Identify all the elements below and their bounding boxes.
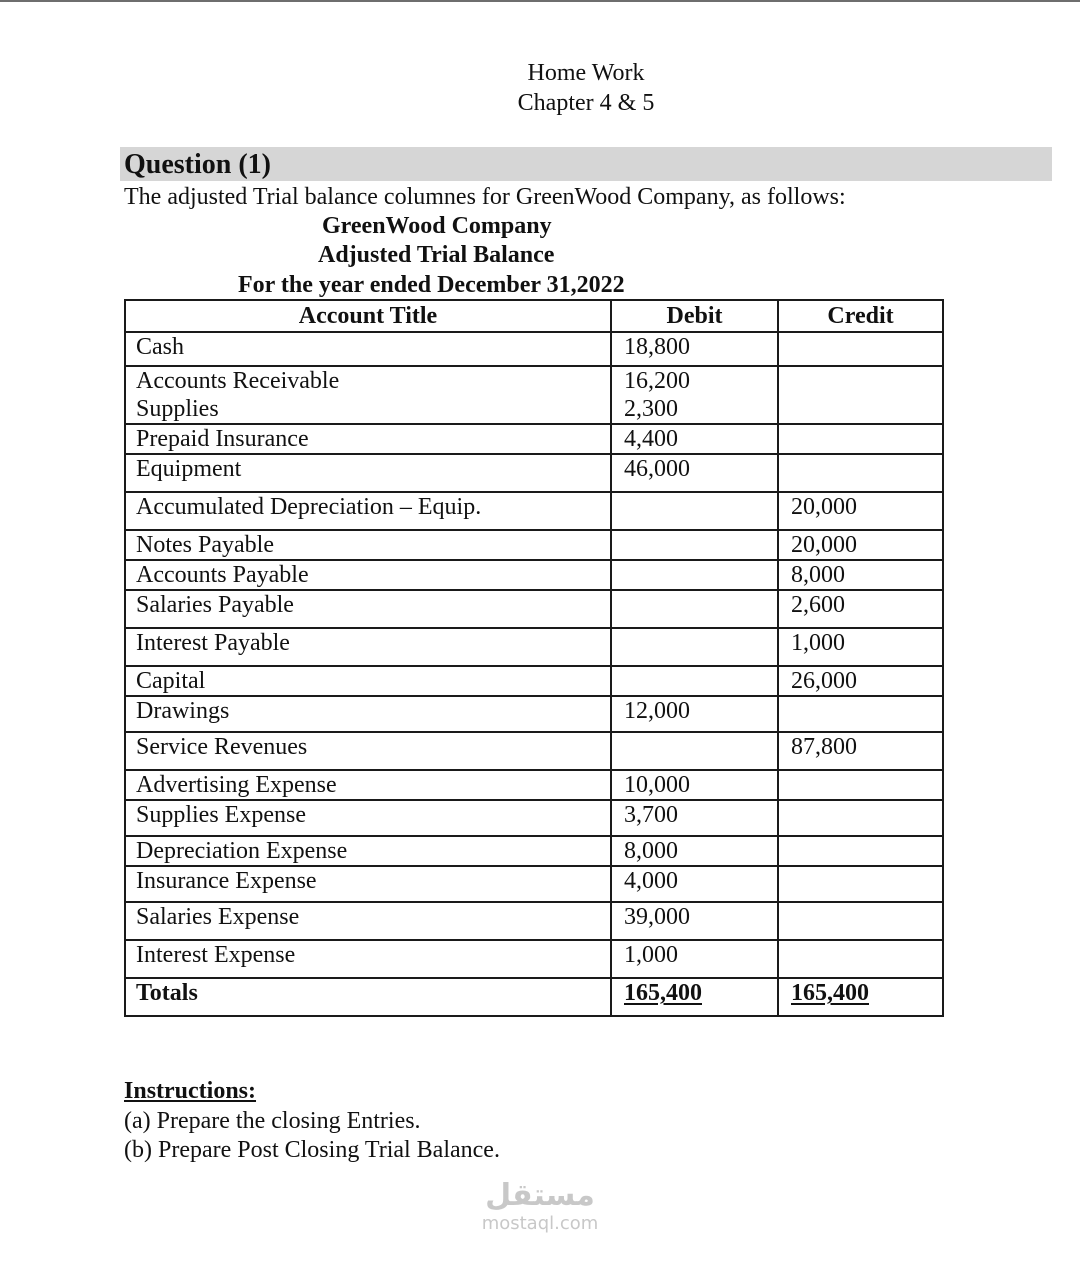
debit-amount: 8,000 [624, 838, 678, 864]
account-cell [125, 940, 611, 978]
account-name: Supplies Expense [136, 802, 306, 828]
account-cell [125, 560, 611, 590]
instruction-b: (b) Prepare Post Closing Trial Balance. [124, 1137, 500, 1163]
account-name: Drawings [136, 698, 230, 724]
debit-header: Debit [611, 300, 778, 332]
debit-amount: 16,200 [624, 368, 690, 394]
table-header-row [125, 300, 943, 332]
account-cell [125, 666, 611, 696]
top-rule [0, 0, 1080, 2]
debit-amount: 46,000 [624, 456, 690, 482]
debit-amount: 10,000 [624, 772, 690, 798]
debit-amount: 4,400 [624, 426, 678, 452]
table-row [125, 866, 943, 902]
credit-amount: 26,000 [791, 668, 857, 694]
debit-cell [611, 590, 778, 628]
account-cell [125, 454, 611, 492]
account-name: Accounts Receivable [136, 368, 340, 394]
table-row [125, 424, 943, 454]
account-cell [125, 332, 611, 366]
account-name: Advertising Expense [136, 772, 337, 798]
statement-name: Adjusted Trial Balance [318, 242, 555, 268]
watermark-arabic: مستقل [485, 1178, 595, 1213]
debit-cell [611, 800, 778, 836]
account-name: Salaries Expense [136, 904, 300, 930]
account-name: Accumulated Depreciation – Equip. [136, 494, 482, 520]
account-cell [125, 628, 611, 666]
account-name: Interest Payable [136, 630, 290, 656]
table-row [125, 332, 943, 366]
totals-label-cell [125, 978, 611, 1016]
credit-cell [778, 696, 943, 732]
credit-cell [778, 454, 943, 492]
debit-amount: 4,000 [624, 868, 678, 894]
credit-amount: 1,000 [791, 630, 845, 656]
table-row [125, 492, 943, 530]
debit-amount: 12,000 [624, 698, 690, 724]
instructions-heading: Instructions: [124, 1078, 257, 1104]
debit-total: 165,400 [624, 980, 702, 1006]
credit-cell [778, 800, 943, 836]
credit-amount: 87,800 [791, 734, 857, 760]
credit-cell [778, 560, 943, 590]
account-name: Cash [136, 334, 184, 360]
account-name: Prepaid Insurance [136, 426, 309, 452]
table-row [125, 666, 943, 696]
account-cell [125, 366, 611, 424]
table-row [125, 800, 943, 836]
account-name: Notes Payable [136, 532, 274, 558]
credit-amount: 2,600 [791, 592, 845, 618]
debit-cell [611, 770, 778, 800]
debit-amount: 2,300 [624, 396, 678, 422]
credit-cell [778, 940, 943, 978]
table-row [125, 696, 943, 732]
account-name: Supplies [136, 396, 219, 422]
table-row [125, 902, 943, 940]
statement-period: For the year ended December 31,2022 [238, 272, 625, 298]
credit-cell [778, 732, 943, 770]
debit-cell [611, 866, 778, 902]
account-cell [125, 530, 611, 560]
account-name: Accounts Payable [136, 562, 309, 588]
instruction-a: (a) Prepare the closing Entries. [124, 1108, 421, 1134]
account-cell [125, 492, 611, 530]
totals-row [125, 978, 943, 1016]
credit-cell [778, 866, 943, 902]
credit-cell [778, 836, 943, 866]
table-row [125, 454, 943, 492]
debit-cell [611, 332, 778, 366]
credit-cell [778, 902, 943, 940]
credit-cell [778, 424, 943, 454]
table-row [125, 530, 943, 560]
chapter-title: Chapter 4 & 5 [517, 90, 655, 116]
debit-cell [611, 366, 778, 424]
account-cell [125, 590, 611, 628]
debit-cell [611, 454, 778, 492]
credit-cell [778, 366, 943, 424]
account-cell [125, 696, 611, 732]
table-row [125, 770, 943, 800]
table-row [125, 590, 943, 628]
debit-cell [611, 940, 778, 978]
debit-cell [611, 666, 778, 696]
account-cell [125, 424, 611, 454]
totals-label: Totals [136, 980, 198, 1006]
debit-amount: 3,700 [624, 802, 678, 828]
credit-amount: 20,000 [791, 532, 857, 558]
table-row [125, 366, 943, 424]
account-cell [125, 800, 611, 836]
debit-total-cell [611, 978, 778, 1016]
account-title-header: Account Title [125, 300, 611, 332]
credit-cell [778, 492, 943, 530]
account-cell [125, 836, 611, 866]
account-cell [125, 770, 611, 800]
homework-title: Home Work [527, 60, 645, 86]
credit-cell [778, 530, 943, 560]
debit-cell [611, 492, 778, 530]
credit-cell [778, 666, 943, 696]
credit-total-cell [778, 978, 943, 1016]
credit-cell [778, 590, 943, 628]
debit-amount: 18,800 [624, 334, 690, 360]
account-name: Salaries Payable [136, 592, 294, 618]
account-cell [125, 866, 611, 902]
credit-amount: 20,000 [791, 494, 857, 520]
credit-amount: 8,000 [791, 562, 845, 588]
debit-cell [611, 560, 778, 590]
debit-cell [611, 732, 778, 770]
account-name: Insurance Expense [136, 868, 317, 894]
credit-header: Credit [778, 300, 943, 332]
credit-cell [778, 770, 943, 800]
watermark-latin: mostaql.com [481, 1213, 599, 1234]
debit-amount: 39,000 [624, 904, 690, 930]
table-body [125, 332, 943, 1016]
credit-cell [778, 628, 943, 666]
table-row [125, 836, 943, 866]
account-cell [125, 902, 611, 940]
account-name: Equipment [136, 456, 242, 482]
debit-amount: 1,000 [624, 942, 678, 968]
debit-cell [611, 424, 778, 454]
account-name: Depreciation Expense [136, 838, 348, 864]
credit-total: 165,400 [791, 980, 869, 1006]
question-intro: The adjusted Trial balance columnes for GreenWood Company, as follows: [124, 184, 846, 210]
account-cell [125, 732, 611, 770]
debit-cell [611, 836, 778, 866]
mostaql-watermark [440, 1178, 640, 1234]
question-bar [120, 147, 1052, 181]
debit-cell [611, 902, 778, 940]
account-name: Interest Expense [136, 942, 296, 968]
debit-cell [611, 628, 778, 666]
debit-cell [611, 696, 778, 732]
table-row [125, 560, 943, 590]
table-row [125, 628, 943, 666]
debit-cell [611, 530, 778, 560]
table-row [125, 940, 943, 978]
table-row [125, 732, 943, 770]
question-title: Question (1) [124, 149, 271, 180]
account-name: Service Revenues [136, 734, 308, 760]
account-name: Capital [136, 668, 206, 694]
trial-balance-table [124, 299, 944, 1017]
credit-cell [778, 332, 943, 366]
company-name: GreenWood Company [322, 213, 552, 239]
